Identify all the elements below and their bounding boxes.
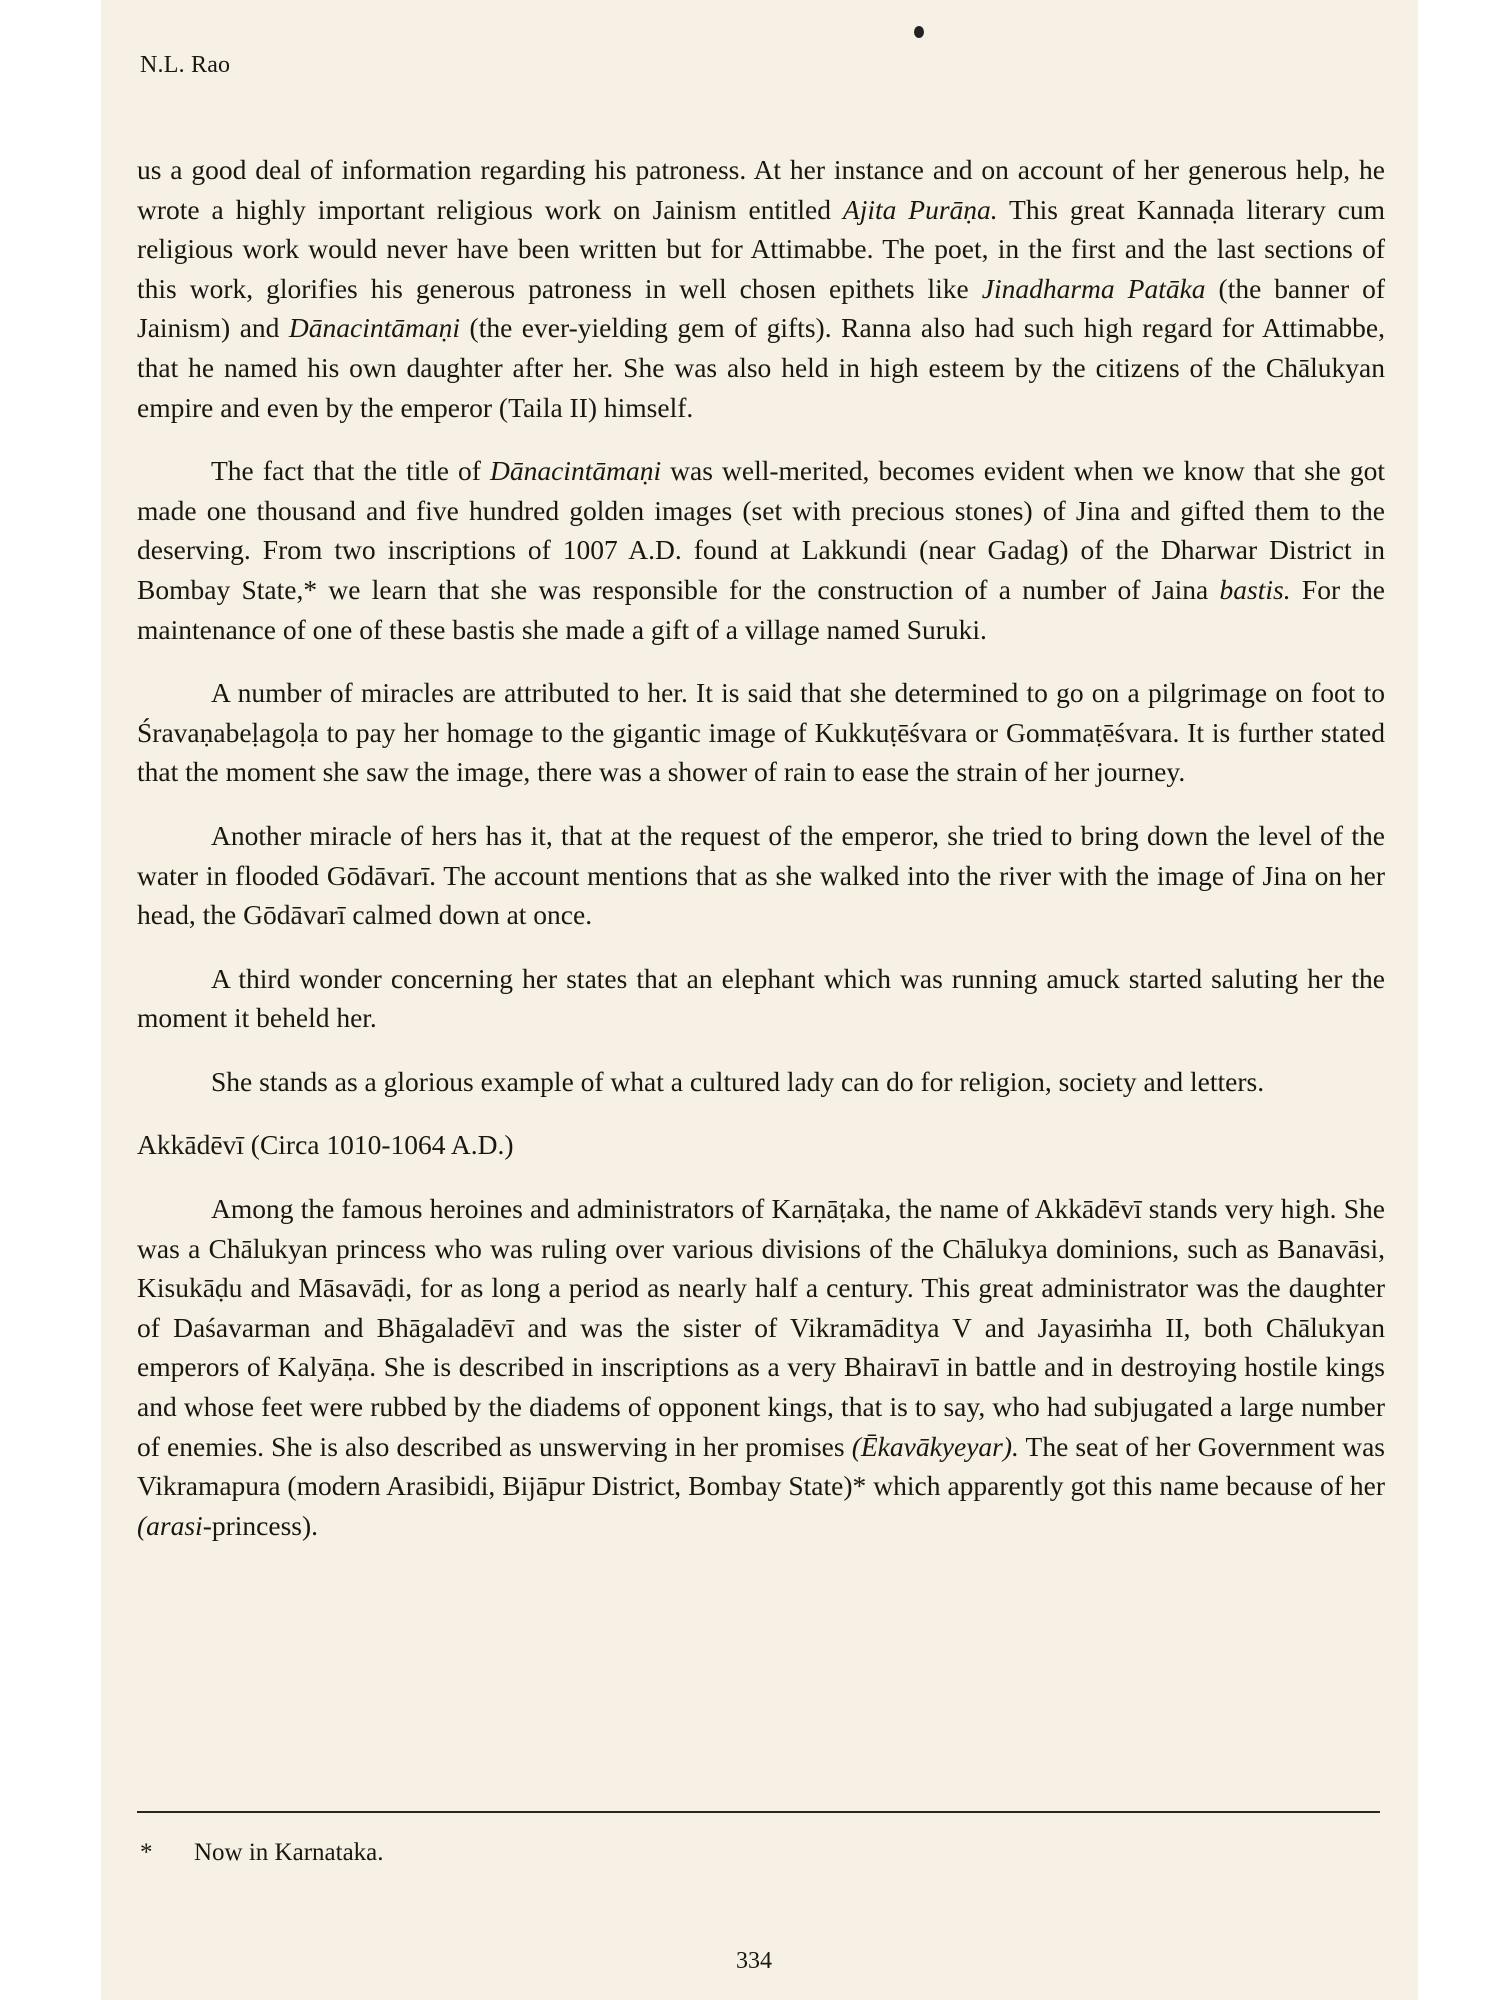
paragraph [137, 451, 1385, 649]
text-run: -princess). [202, 1509, 319, 1541]
paragraph [137, 1189, 1385, 1545]
text-run: The seat of her Government was Vikramapura (modern Arasibidi, Bijāpur District, Bombay State)* which apparently got this name because of her [137, 1430, 1385, 1502]
italic-term: (arasi [137, 1509, 203, 1541]
text-run: was well-merited, becomes evident when we know that she got made one thousand and five hundred golden images (set with precious stones) of Jina and gifted them to the deserving. From two inscriptions of 1007 A.D. found at Lakkundi (near Gadag) of the Dharwar District in Bombay State,* we learn that she was responsible for the construction of a number of Jaina [137, 455, 1385, 605]
paragraph-group [137, 150, 1385, 1101]
text-run: Another miracle of hers has it, that at the request of the emperor, she tried to bring down the level of the water in flooded Gōdāvarī. The account mentions that as she walked into the river with the image of Jina on her head, the Gōdāvarī calmed down at once. [137, 819, 1385, 931]
text-run: A number of miracles are attributed to her. It is said that she determined to go on a pilgrimage on foot to Śravaṇabeḷagoḷa to pay her homage to the gigantic image of Kukkuṭēśvara or Gommaṭēśvara. It is further stated that the moment she saw the image, there was a shower of rain to ease the strain of her journey. [137, 677, 1385, 788]
text-run: (the banner of Jainism) and [137, 272, 1385, 344]
italic-term: Dānacintāmaṇi [288, 312, 461, 344]
text-run: She stands as a glorious example of what a cultured lady can do for religion, society and letters. [211, 1065, 1265, 1097]
italic-term: Jinadharma Patāka [981, 272, 1206, 304]
text-run: For the maintenance of one of these bastis she made a gift of a village named Suruki. [137, 573, 1385, 645]
footnote-rule [137, 1811, 1380, 1813]
italic-term: Dānacintāmaṇi [489, 455, 662, 487]
text-run: The fact that the title of [211, 455, 490, 487]
body-text [137, 150, 1385, 1569]
italic-term: bastis. [1219, 573, 1291, 605]
page-number: 334 [736, 1948, 772, 1974]
section-heading: Akkādēvī (Circa 1010-1064 A.D.) [137, 1129, 514, 1161]
text-run: A third wonder concerning her states that an elephant which was running amuck started saluting her the moment it beheld her. [137, 962, 1385, 1034]
footnote-marker: * [140, 1839, 153, 1866]
footnote [140, 1839, 384, 1867]
paragraph [137, 150, 1385, 427]
text-run: (the ever-yielding gem of gifts). Ranna also had such high regard for Attimabbe, that he named his own daughter after her. She was also held in high esteem by the citizens of the Chālukyan empire and even by the emperor (Taila II) himself. [137, 312, 1385, 423]
text-run: This great Kannaḍa literary cum religious work would never have been written but for Attimabbe. The poet, in the first and the last sections of this work, glorifies his generous patroness in well chosen epithets like [137, 193, 1385, 304]
section-paragraph-group [137, 1189, 1385, 1545]
ink-dot [914, 26, 924, 38]
paragraph [137, 673, 1385, 792]
footnote-text: Now in Karnataka. [194, 1839, 384, 1866]
running-head: N.L. Rao [140, 52, 231, 78]
paragraph [137, 959, 1385, 1038]
paragraph [137, 1062, 1385, 1102]
text-run: Among the famous heroines and administrators of Karṇāṭaka, the name of Akkādēvī stands very high. She was a Chālukyan princess who was ruling over various divisions of the Chālukya dominions, such as Banavāsi, Kisukāḍu and Māsavāḍi, for as long a period as nearly half a century. This great administrator was the daughter of Daśavarman and Bhāgaladēvī and was the sister of Vikramāditya V and Jayasiṁha II, both Chālukyan emperors of Kalyāṇa. She is described in inscriptions as a very Bhairavī in battle and in destroying hostile kings and whose feet were rubbed by the diadems of opponent kings, that is to say, who had subjugated a large number of enemies. She is also described as unswerving in her promises [137, 1193, 1385, 1462]
italic-term: Ajita Purāṇa. [842, 193, 998, 225]
paragraph [137, 816, 1385, 935]
text-run: us a good deal of information regarding his patroness. At her instance and on account of her generous help, he wrote a highly important religious work on Jainism entitled [137, 154, 1385, 225]
italic-term: (Ēkavākyeyar). [851, 1430, 1019, 1462]
